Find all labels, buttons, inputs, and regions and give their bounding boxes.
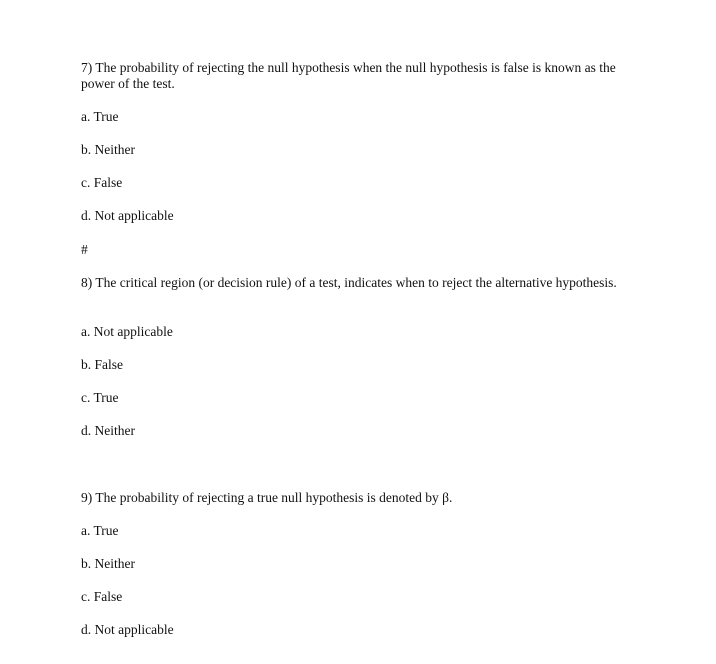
question-8-prompt: 8) The critical region (or decision rule) of a test, indicates when to reject the alternative hypothesis. xyxy=(81,275,617,290)
question-7-option-c[interactable]: c. False xyxy=(81,175,123,190)
question-7-option-b[interactable]: b. Neither xyxy=(81,142,135,157)
question-9-option-b[interactable]: b. Neither xyxy=(81,556,135,571)
question-7-prompt: 7) The probability of rejecting the null hypothesis when the null hypothesis is false is known as the power of the test. xyxy=(81,60,616,91)
question-9-option-a[interactable]: a. True xyxy=(81,523,119,538)
question-8-option-c[interactable]: c. True xyxy=(81,390,119,405)
question-9-option-c[interactable]: c. False xyxy=(81,589,123,604)
question-8-option-b[interactable]: b. False xyxy=(81,357,123,372)
question-9-prompt: 9) The probability of rejecting a true null hypothesis is denoted by β. xyxy=(81,490,453,505)
question-8-option-d[interactable]: d. Neither xyxy=(81,423,135,438)
question-7-option-a[interactable]: a. True xyxy=(81,109,119,124)
question-separator: # xyxy=(81,242,88,257)
question-8-option-a[interactable]: a. Not applicable xyxy=(81,324,173,339)
question-9-option-d[interactable]: d. Not applicable xyxy=(81,622,174,637)
question-7-option-d[interactable]: d. Not applicable xyxy=(81,208,174,223)
